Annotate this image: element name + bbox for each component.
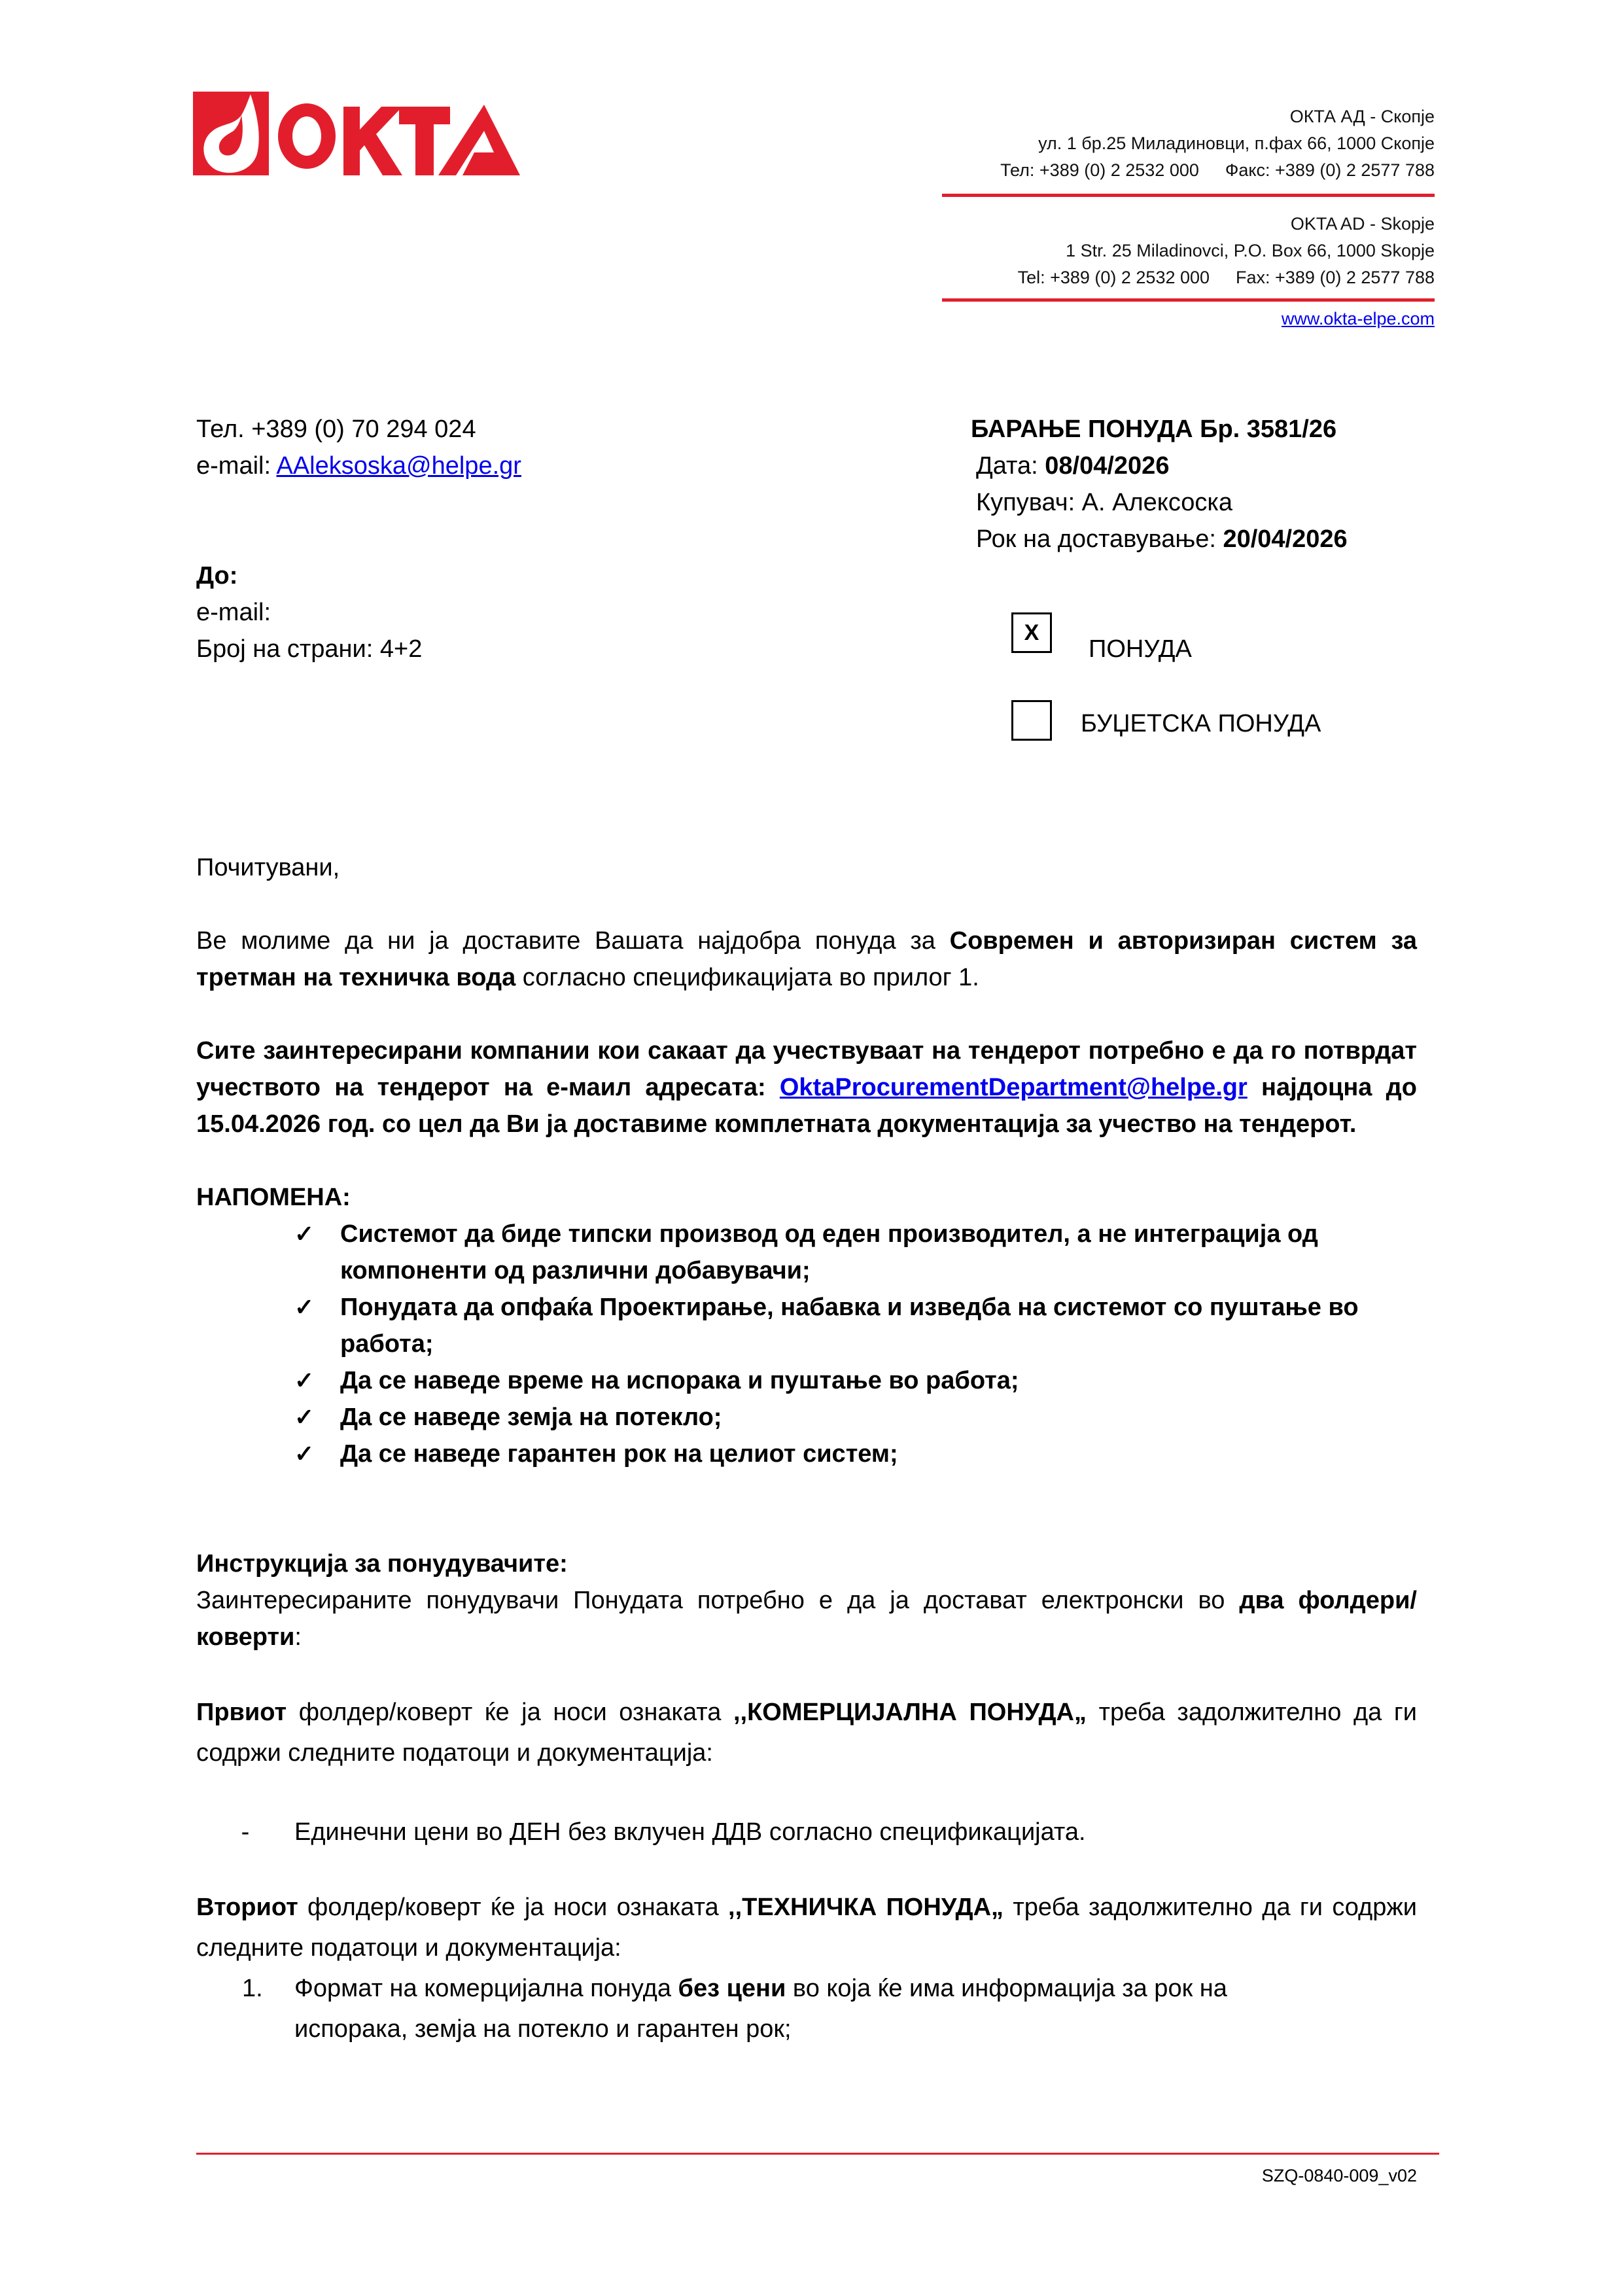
instructions-folders: два фолдери/коверти <box>196 1587 1417 1651</box>
letter-body <box>196 849 1417 2049</box>
document-code: SZQ-0840-009_v02 <box>1261 2166 1417 2185</box>
recipient-info <box>196 557 422 667</box>
recipient-to-label: До: <box>196 562 238 590</box>
second-folder-item-text <box>294 1968 1332 2049</box>
list-number: 1. <box>242 1975 263 2002</box>
sender-email-row <box>196 448 521 484</box>
note-text: Да се наведе земја на потекло; <box>340 1404 722 1431</box>
recipient-email-label: e-mail: <box>196 599 271 626</box>
confirm-text-1: Сите заинтересирани компании кои сакаат да учествуваат на тендерот потребно е да го потврдат учеството на тендерот на е-маил адресата: <box>196 1037 1417 1101</box>
intro-subject: Современ и авторизиран систем за третман на техничка вода <box>196 927 1417 991</box>
checkmark-icon: ✓ <box>294 1294 315 1320</box>
footer-divider <box>196 2153 1439 2155</box>
first-folder-paragraph <box>196 1692 1417 1773</box>
second-folder-paragraph <box>196 1887 1417 1968</box>
company-name-en: OKTA AD - Skopje <box>1290 214 1435 234</box>
note-list <box>196 1216 1417 1472</box>
request-info <box>971 411 1348 557</box>
instructions-paragraph <box>196 1582 1417 1655</box>
note-item <box>294 1399 1417 1436</box>
note-item <box>294 1289 1417 1362</box>
request-date-row <box>971 448 1348 484</box>
second-folder-label: Вториот <box>196 1894 298 1921</box>
company-address-mk <box>1000 103 1435 184</box>
company-fax-en: Fax: +389 (0) 2 2577 788 <box>1236 268 1435 287</box>
technical-offer-label: ,,ТЕХНИЧКА ПОНУДА„ <box>728 1894 1004 1921</box>
second-folder-text-1: фолдер/коверт ќе ја носи ознаката <box>298 1894 729 1921</box>
request-title: БАРАЊЕ ПОНУДА Бр. 3581/26 <box>971 415 1337 443</box>
note-item <box>294 1216 1417 1289</box>
note-text: Да се наведе време на испорака и пуштање во работа; <box>340 1367 1019 1394</box>
header-divider-mk <box>942 194 1435 197</box>
okta-logo <box>193 92 533 177</box>
request-date: 08/04/2026 <box>1045 452 1170 480</box>
note-text: Системот да биде типски производ од еден производител, а не интеграција од компоненти од различни добавувачи; <box>340 1220 1318 1284</box>
note-text: Да се наведе гарантен рок на целиот систем; <box>340 1440 898 1468</box>
dash-bullet: - <box>241 1818 250 1846</box>
company-contact-en <box>1018 264 1435 291</box>
sender-email-link[interactable]: AAleksoska@helpe.gr <box>276 452 521 480</box>
first-folder-text-2: треба задолжително да ги содржи следните податоци и документација: <box>196 1699 1417 1767</box>
intro-text-1: Ве молиме да ни ја доставите Вашата најдобра понуда за <box>196 927 950 955</box>
company-address-en <box>1018 211 1435 291</box>
checkmark-icon: ✓ <box>294 1404 315 1430</box>
request-deadline: 20/04/2026 <box>1223 525 1348 553</box>
company-phone-en: Tel: +389 (0) 2 2532 000 <box>1017 268 1210 287</box>
note-item <box>294 1436 1417 1472</box>
first-folder-text-1: фолдер/коверт ќе ја носи ознаката <box>287 1699 733 1726</box>
first-folder-label: Првиот <box>196 1699 287 1726</box>
checkmark-icon: ✓ <box>294 1440 315 1467</box>
offer-type-option-offer[interactable] <box>1011 612 1052 653</box>
website-link[interactable]: www.okta-elpe.com <box>1281 309 1435 328</box>
request-deadline-row <box>971 521 1348 557</box>
request-deadline-label: Рок на доставување: <box>976 525 1223 553</box>
instructions-text: Заинтересираните понудувачи Понудата потребно е да ја достават електронски во <box>196 1587 1240 1614</box>
company-phone-mk: Тел: +389 (0) 2 2532 000 <box>1000 160 1199 180</box>
instructions-colon: : <box>294 1623 302 1651</box>
offer-checkbox[interactable]: X <box>1011 612 1052 653</box>
company-address-line-en: 1 Str. 25 Miladinovci, P.O. Box 66, 1000 Skopje <box>1066 241 1435 260</box>
budget-offer-checkbox[interactable] <box>1011 700 1052 741</box>
second-folder-item <box>196 1968 1417 2049</box>
checkmark-icon: ✓ <box>294 1220 315 1247</box>
request-buyer: Купувач: А. Алексоска <box>976 489 1233 516</box>
checkmark-icon: ✓ <box>294 1367 315 1394</box>
procurement-email-link[interactable]: OktaProcurementDepartment@helpe.gr <box>779 1074 1248 1101</box>
first-folder-item-text: Единечни цени во ДЕН без вклучен ДДВ согласно спецификацијата. <box>294 1818 1086 1846</box>
item-text-bold: без цени <box>678 1975 786 2002</box>
intro-paragraph <box>196 923 1417 996</box>
company-contact-mk <box>1000 157 1435 184</box>
commercial-offer-label: ,,КОМЕРЦИЈАЛНА ПОНУДА„ <box>733 1699 1087 1726</box>
first-folder-item <box>196 1814 1417 1850</box>
instructions-title: Инструкција за понудувачите: <box>196 1550 568 1578</box>
intro-text-2: согласно спецификацијата во прилог 1. <box>515 964 979 991</box>
okta-logo-icon <box>193 92 533 177</box>
item-text-b: во која ќе има информација за рок на испорака, земја на потекло и гарантен рок; <box>294 1975 1227 2043</box>
company-address-line-mk: ул. 1 бр.25 Миладиновци, п.фах 66, 1000 Скопје <box>1038 133 1435 153</box>
header-divider-en <box>942 298 1435 302</box>
note-text: Понудата да опфаќа Проектирање, набавка и изведба на системот со пуштање во работа; <box>340 1294 1359 1358</box>
second-folder-text-2: треба задолжително да ги содржи следните податоци и документација: <box>196 1894 1418 1962</box>
sender-info <box>196 411 521 484</box>
item-text-a: Формат на комерцијална понуда <box>294 1975 678 2002</box>
company-fax-mk: Факс: +389 (0) 2 2577 788 <box>1225 160 1435 180</box>
greeting: Почитувани, <box>196 854 340 881</box>
company-name-mk: ОКТА АД - Скопје <box>1289 107 1435 126</box>
offer-type-option-budget[interactable] <box>1011 700 1052 741</box>
request-date-label: Дата: <box>976 452 1045 480</box>
sender-email-label: e-mail: <box>196 452 277 480</box>
budget-offer-label: БУЏЕТСКА ПОНУДА <box>1081 710 1321 737</box>
note-item <box>294 1362 1417 1399</box>
confirm-paragraph <box>196 1033 1417 1142</box>
note-title: НАПОМЕНА: <box>196 1184 351 1211</box>
sender-phone: Тел. +389 (0) 70 294 024 <box>196 415 476 443</box>
confirm-text-2: најдоцна до 15.04.2026 год. со цел да Ви ја доставиме комплетната документација за учество на тендерот. <box>196 1074 1417 1138</box>
page-count: Број на страни: 4+2 <box>196 635 423 663</box>
offer-label: ПОНУДА <box>1089 635 1192 663</box>
